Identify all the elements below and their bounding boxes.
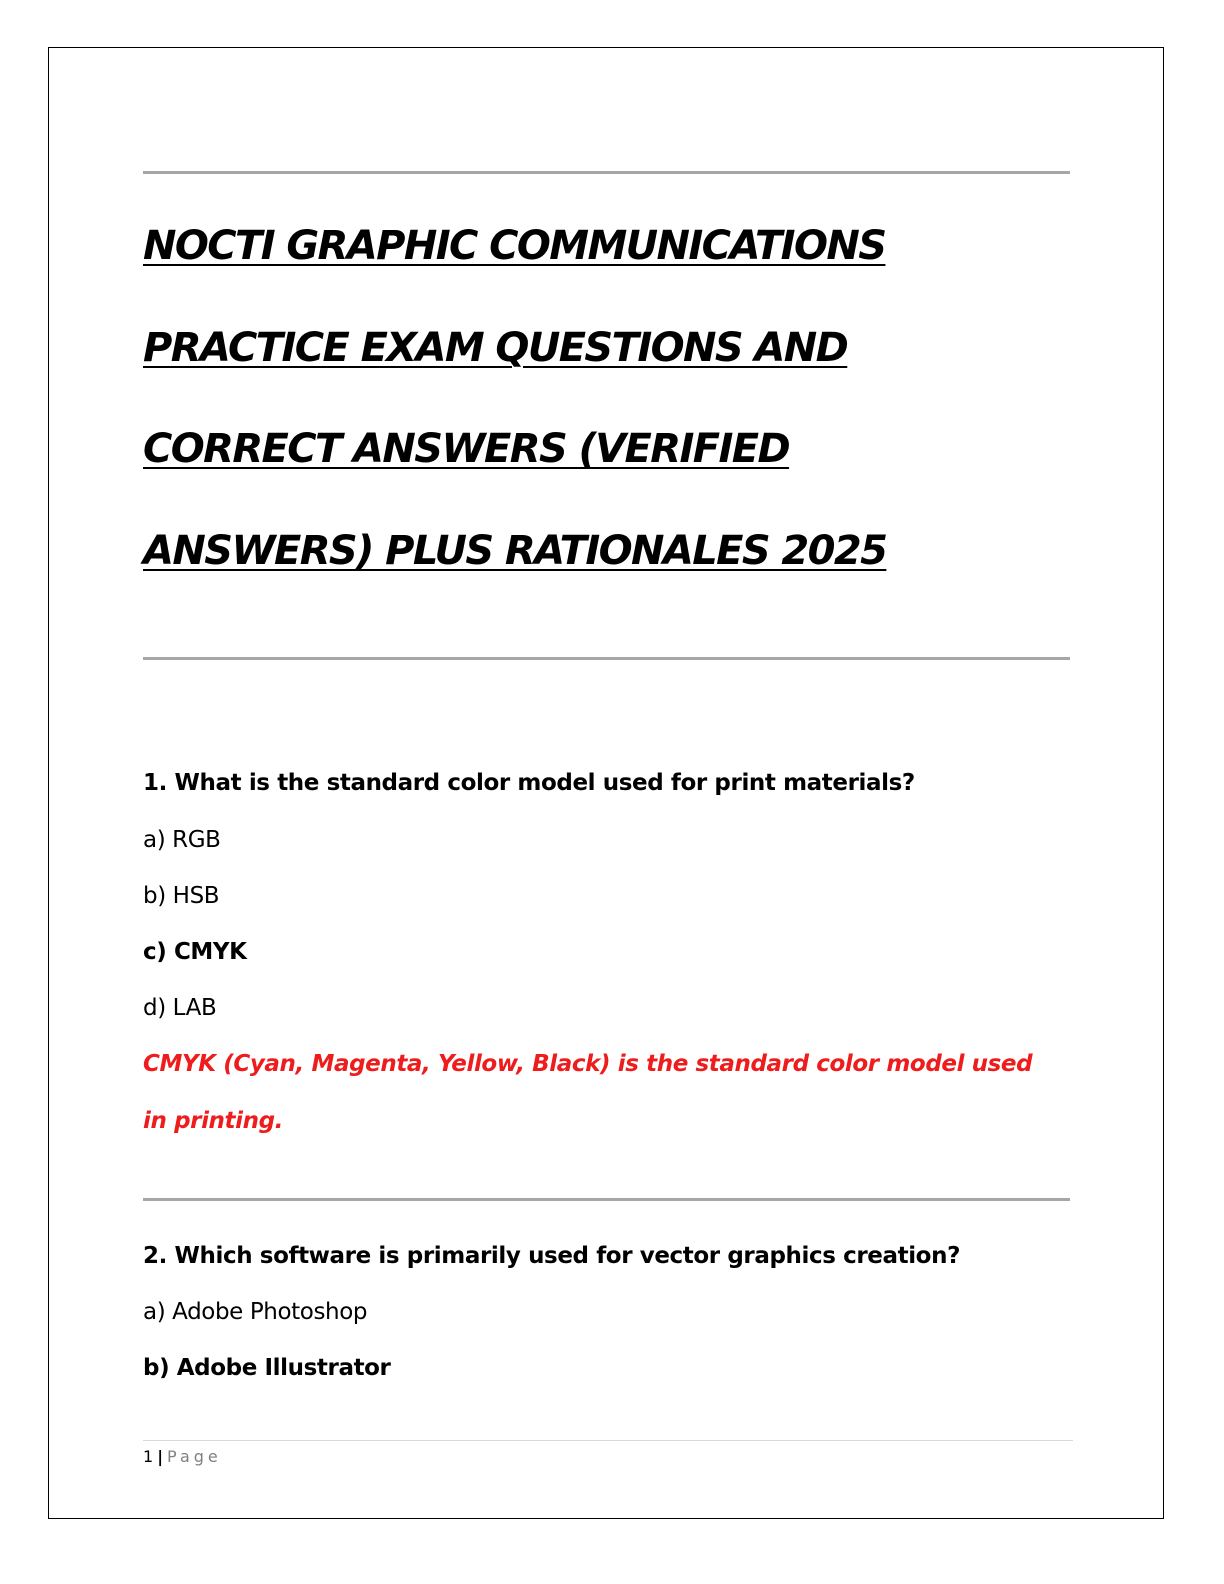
page-separator: | <box>157 1447 164 1466</box>
question-1-option-a: a) RGB <box>143 827 221 853</box>
question-1-option-c-correct: c) CMYK <box>143 939 247 965</box>
page-footer <box>143 1449 222 1465</box>
page-number: 1 <box>143 1447 154 1466</box>
question-1-rationale-line-2: in printing. <box>143 1108 283 1134</box>
title-bottom-rule <box>143 657 1070 660</box>
question-2-option-a: a) Adobe Photoshop <box>143 1299 368 1325</box>
question-1: 1. What is the standard color model used for print materials? <box>143 770 915 796</box>
title-line-3: CORRECT ANSWERS (VERIFIED <box>143 426 790 472</box>
title-line-4: ANSWERS) PLUS RATIONALES 2025 <box>143 528 887 574</box>
title-top-rule <box>143 171 1070 174</box>
title-line-1: NOCTI GRAPHIC COMMUNICATIONS <box>143 223 886 269</box>
question-separator-rule <box>143 1198 1070 1201</box>
question-2: 2. Which software is primarily used for vector graphics creation? <box>143 1243 961 1269</box>
question-1-option-d: d) LAB <box>143 995 217 1021</box>
question-2-option-b-correct: b) Adobe Illustrator <box>143 1355 391 1381</box>
page-label: Page <box>167 1447 222 1466</box>
question-1-rationale-line-1: CMYK (Cyan, Magenta, Yellow, Black) is the standard color model used <box>143 1051 1033 1077</box>
title-line-2: PRACTICE EXAM QUESTIONS AND <box>143 325 848 371</box>
question-1-option-b: b) HSB <box>143 883 220 909</box>
footer-rule <box>143 1440 1073 1441</box>
